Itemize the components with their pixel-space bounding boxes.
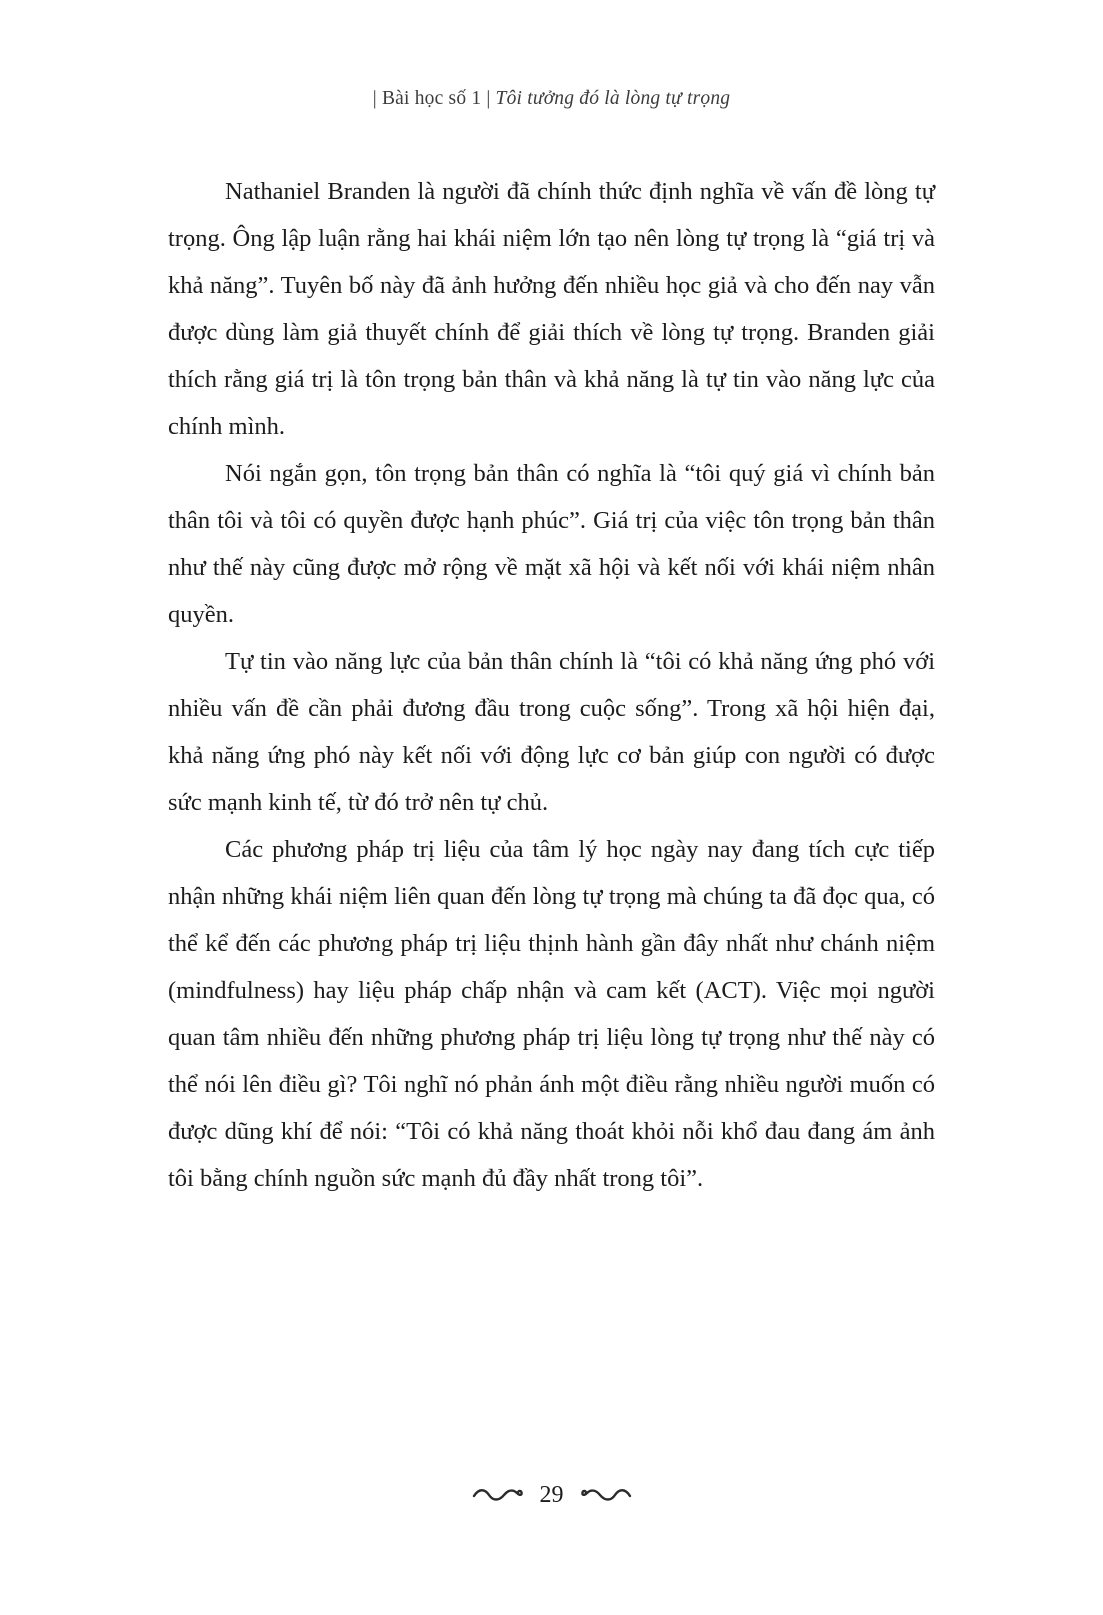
flourish-right-icon xyxy=(580,1485,632,1505)
flourish-left-icon xyxy=(472,1485,524,1505)
paragraph-4: Các phương pháp trị liệu của tâm lý học ngày nay đang tích cực tiếp nhận những khái niệm liên quan đến lòng tự trọng mà chúng ta đã đọc qua, có thể kể đến các phương pháp trị liệu thịnh hành gần đây nhất như chánh niệm (mindfulness) hay liệu pháp chấp nhận và cam kết (ACT). Việc mọi người quan tâm nhiều đến những phương pháp trị liệu lòng tự trọng như thế này có thể nói lên điều gì? Tôi nghĩ nó phản ánh một điều rằng nhiều người muốn có được dũng khí để nói: “Tôi có khả năng thoát khỏi nỗi khổ đau đang ám ảnh tôi bằng chính nguồn sức mạnh đủ đầy nhất trong tôi”. xyxy=(168,836,935,1192)
page-number: 29 xyxy=(539,1482,564,1508)
page-footer xyxy=(0,1483,1103,1507)
body-text xyxy=(168,168,935,1202)
page-header xyxy=(168,88,935,110)
paragraph-3: Tự tin vào năng lực của bản thân chính là “tôi có khả năng ứng phó với nhiều vấn đề cần phải đương đầu trong cuộc sống”. Trong xã hội hiện đại, khả năng ứng phó này kết nối với động lực cơ bản giúp con người có được sức mạnh kinh tế, từ đó trở nên tự chủ. xyxy=(168,648,935,816)
chapter-title: Tôi tưởng đó là lòng tự trọng xyxy=(495,88,731,109)
chapter-label: | Bài học số 1 | xyxy=(372,88,496,109)
paragraph-1: Nathaniel Branden là người đã chính thức định nghĩa về vấn đề lòng tự trọng. Ông lập luận rằng hai khái niệm lớn tạo nên lòng tự trọng là “giá trị và khả năng”. Tuyên bố này đã ảnh hưởng đến nhiều học giả và cho đến nay vẫn được dùng làm giả thuyết chính để giải thích về lòng tự trọng. Branden giải thích rằng giá trị là tôn trọng bản thân và khả năng là tự tin vào năng lực của chính mình. xyxy=(168,178,935,440)
paragraph-2: Nói ngắn gọn, tôn trọng bản thân có nghĩa là “tôi quý giá vì chính bản thân tôi và tôi có quyền được hạnh phúc”. Giá trị của việc tôn trọng bản thân như thế này cũng được mở rộng về mặt xã hội và kết nối với khái niệm nhân quyền. xyxy=(168,460,935,628)
